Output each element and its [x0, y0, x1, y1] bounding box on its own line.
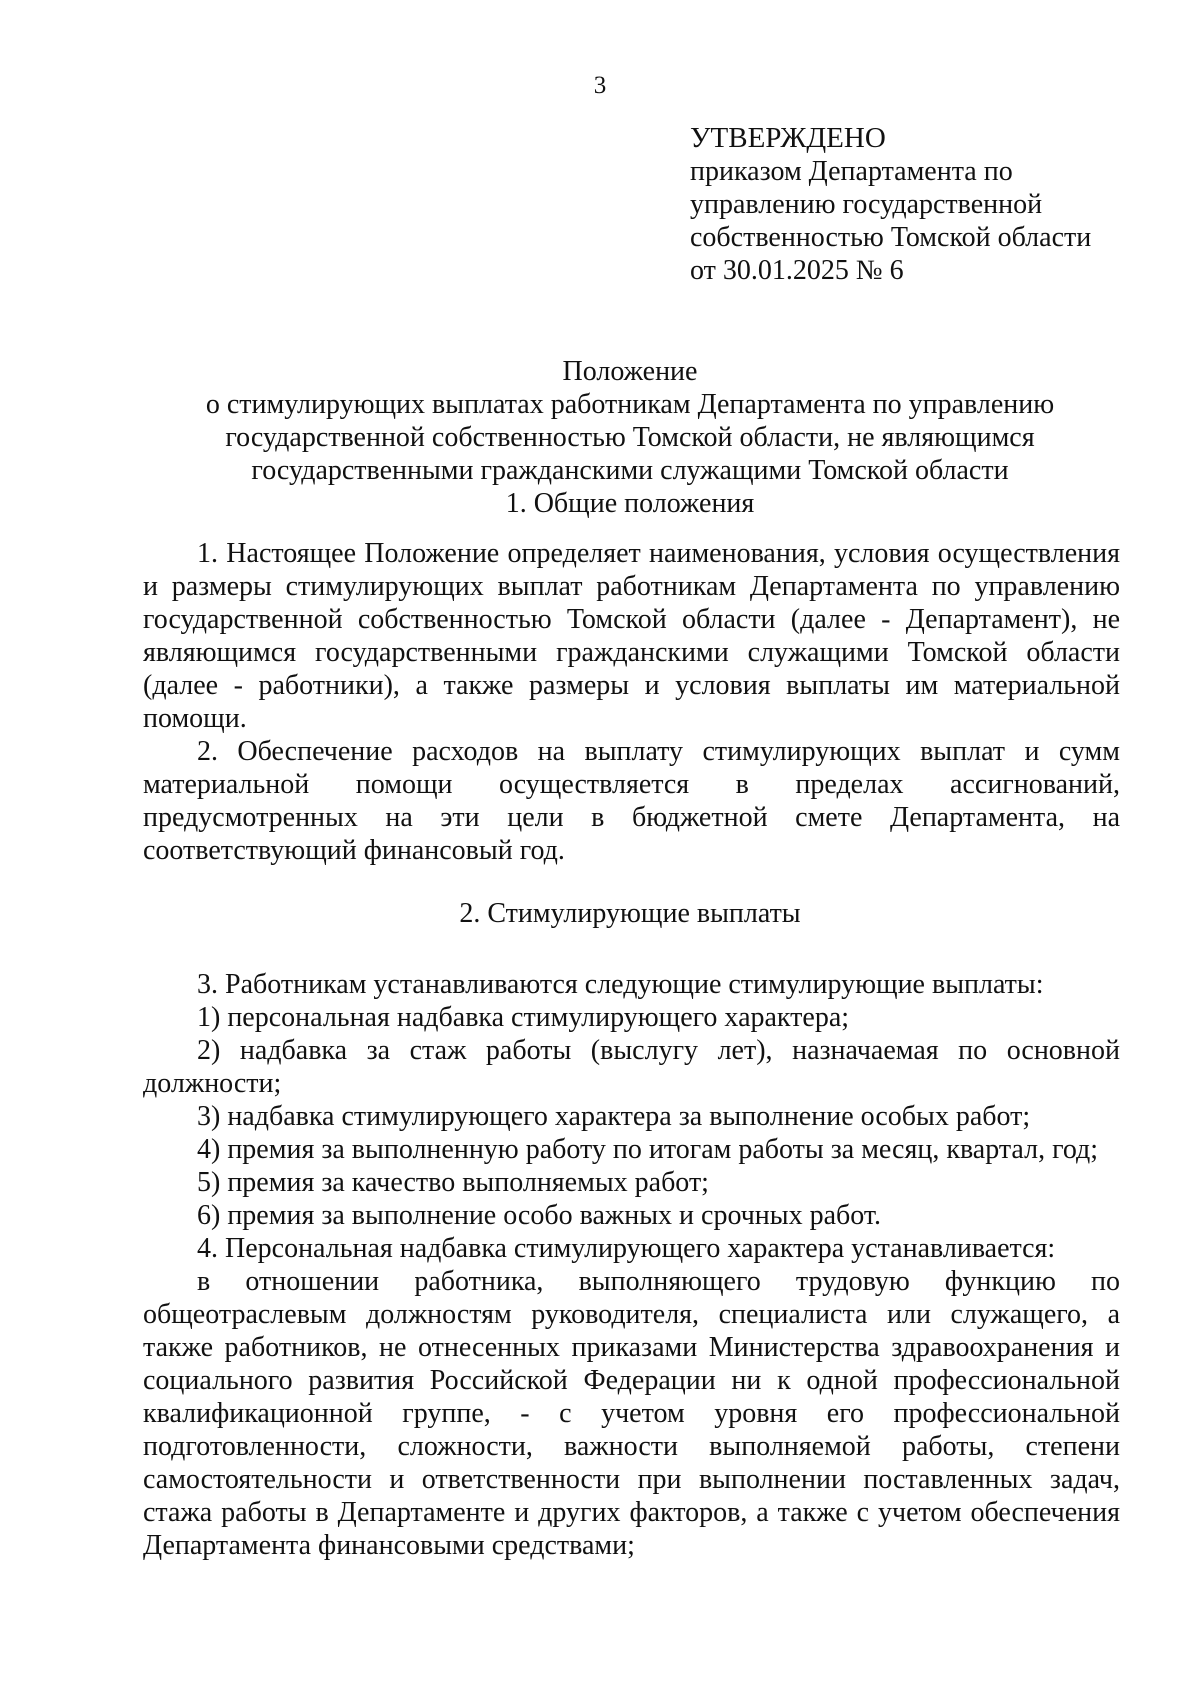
approval-stamp [690, 122, 1091, 287]
approval-title: УТВЕРЖДЕНО [690, 122, 886, 154]
paragraph: 4. Персональная надбавка стимулирующего характера устанавливается: [197, 1233, 1056, 1264]
list-item: 4) премия за выполненную работу по итогам работы за месяц, квартал, год; [197, 1134, 1099, 1165]
page-number: 3 [593, 72, 607, 99]
document-title: Положение [562, 356, 698, 387]
paragraph: 2. Обеспечение расходов на выплату стимулирующих выплат и сумм материальной помощи осуществляется в пределах ассигнований, предусмотренных на эти цели в бюджетной смете Департамента, на соответствующий финансовый год. [143, 736, 1120, 866]
approval-line: от 30.01.2025 № 6 [690, 255, 904, 286]
list-item: 6) премия за выполнение особо важных и срочных работ. [197, 1200, 882, 1231]
paragraph: 3. Работникам устанавливаются следующие стимулирующие выплаты: [197, 969, 1044, 1000]
list-item: 2) надбавка за стаж работы (выслугу лет), назначаемая по основной должности; [143, 1035, 1120, 1099]
approval-line: приказом Департамента по [690, 156, 1013, 187]
document-subtitle-line: о стимулирующих выплатах работникам Департамента по управлению [205, 389, 1055, 420]
section-heading-incentives: 2. Стимулирующие выплаты [459, 898, 801, 929]
section-heading-general: 1. Общие положения [505, 488, 755, 519]
section-general-body [143, 537, 1120, 867]
approval-line: управлению государственной [690, 189, 1043, 220]
approval-line: собственностью Томской области [690, 222, 1092, 253]
paragraph: в отношении работника, выполняющего трудовую функцию по общеотраслевым должностям руководителя, специалиста или служащего, а также работников, не отнесенных приказами Министерства здравоохранения и социального развития Российской Федерации ни к одной профессиональной квалификационной группе, - с учетом уровня его профессиональной подготовленности, сложности, важности выполняемой работы, степени самостоятельности и ответственности при выполнении поставленных задач, стажа работы в Департаменте и других факторов, а также с учетом обеспечения Департамента финансовыми средствами; [143, 1266, 1120, 1561]
document-title-block [140, 355, 1120, 520]
list-item: 3) надбавка стимулирующего характера за выполнение особых работ; [197, 1101, 1031, 1132]
list-item: 1) персональная надбавка стимулирующего характера; [197, 1002, 850, 1033]
document-subtitle-line: государственными гражданскими служащими Томской области [251, 455, 1009, 486]
list-item: 5) премия за качество выполняемых работ; [197, 1167, 709, 1198]
paragraph: 1. Настоящее Положение определяет наименования, условия осуществления и размеры стимулирующих выплат работникам Департамента по управлению государственной собственностью Томской области (далее - Департамент), не являющимся государственными гражданскими служащими Томской области (далее - работники), а также размеры и условия выплаты им материальной помощи. [143, 538, 1120, 734]
document-subtitle-line: государственной собственностью Томской области, не являющимся [225, 422, 1035, 453]
section-incentives-body [143, 968, 1120, 1562]
